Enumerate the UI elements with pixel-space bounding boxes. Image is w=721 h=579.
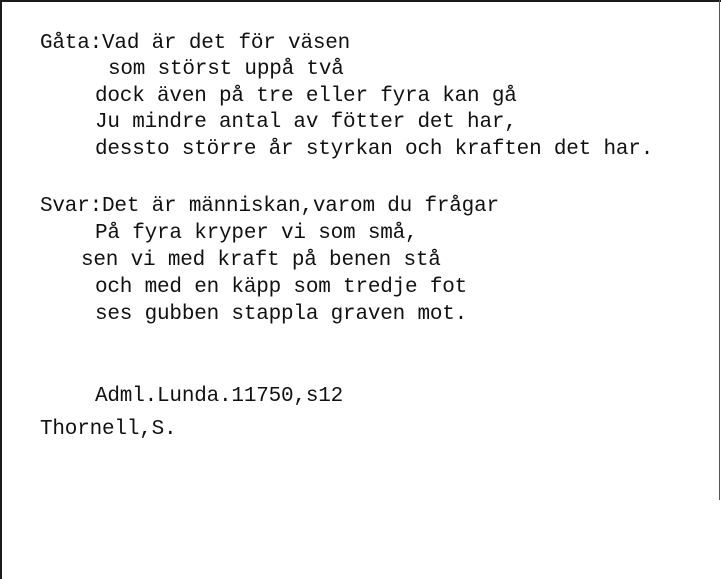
answer-line-4: och med en käpp som tredje fot: [95, 276, 468, 299]
answer-text: Det är människan,varom du frågar: [102, 195, 499, 218]
riddle-line-1: [40, 32, 350, 56]
archive-reference: Adml.Lunda.11750,s12: [95, 385, 344, 408]
answer-line-3: sen vi med kraft på benen stå: [81, 249, 441, 272]
riddle-line-3: dock även på tre eller fyra kan gå: [95, 85, 517, 108]
author-name: Thornell,S.: [40, 418, 177, 441]
card-top-border: [0, 0, 721, 2]
riddle-line-4: Ju mindre antal av fötter det har,: [95, 111, 517, 134]
card-right-border: [719, 0, 720, 500]
riddle-text: Vad är det för väsen: [102, 32, 351, 55]
answer-line-1: [40, 195, 499, 219]
answer-line-2: På fyra kryper vi som små,: [95, 222, 418, 245]
answer-label: Svar:: [40, 195, 103, 218]
answer-line-5: ses gubben stappla graven mot.: [95, 303, 468, 326]
riddle-label: Gåta:: [40, 32, 103, 55]
riddle-line-5: dessto större år styrkan och kraften det har.: [95, 138, 654, 161]
card-left-border: [0, 0, 2, 579]
riddle-line-2: som störst uppå två: [108, 58, 344, 81]
